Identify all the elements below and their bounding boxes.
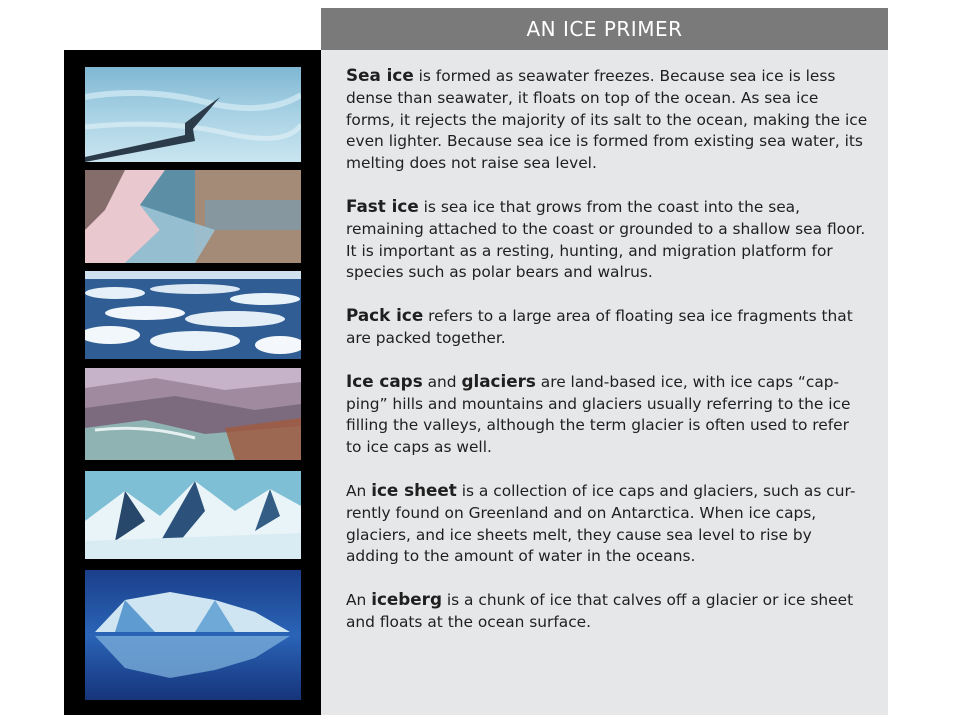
term-iceberg: iceberg <box>371 589 442 610</box>
ice-primer-text <box>346 65 868 655</box>
iceberg-paragraph: An iceberg is a chunk of ice that calves off a glacier or ice sheet and floats at the ocean surface. <box>346 589 854 631</box>
term-pack-ice: Pack ice <box>346 305 424 326</box>
page-header <box>321 8 888 50</box>
ice-caps-photo <box>85 368 301 460</box>
term-sea-ice: Sea ice <box>346 65 414 85</box>
content-panel <box>321 50 888 715</box>
iceberg-photo <box>85 570 301 700</box>
photo-sidebar <box>64 50 321 715</box>
fast-ice-paragraph: Fast ice is sea ice that grows from the coast into the sea, remaining attached to the coast or grounded to a shallow sea floor. It is important as a resting, hunting, and migration platform for species such as polar bears and walrus. <box>346 195 866 282</box>
term-fast-ice: Fast ice <box>346 195 419 216</box>
fast-ice-photo <box>85 170 301 263</box>
sea-ice-paragraph: Sea ice is formed as seawater freezes. Because sea ice is less dense than seawater, it floats on top of the ocean. As sea ice forms, it rejects the majority of its salt to the ocean, making the ice even lighter. Because sea ice is formed from existing sea water, its melting does not raise sea level. <box>346 65 868 173</box>
page-title: AN ICE PRIMER <box>526 17 683 41</box>
ice-caps-paragraph: Ice caps and glaciers are land-based ice, with ice caps “cap-ping” hills and mountains and glaciers usually referring to the ice filling the valleys, although the term glacier is often used to refer to ice caps as well. <box>346 370 851 457</box>
term-ice-sheet: ice sheet <box>371 479 457 500</box>
sea-ice-photo <box>85 67 301 162</box>
pack-ice-photo <box>85 271 301 359</box>
pack-ice-paragraph: Pack ice refers to a large area of floating sea ice fragments that are packed together. <box>346 305 853 347</box>
ice-sheet-photo <box>85 471 301 559</box>
term-ice-caps: Ice caps <box>346 370 423 391</box>
term-glaciers: glaciers <box>461 370 536 391</box>
ice-sheet-paragraph: An ice sheet is a collection of ice caps and glaciers, such as cur-rently found on Greenland and on Antarctica. When ice caps, glaciers, and ice sheets melt, they cause sea level to rise by adding to the amount of water in the oceans. <box>346 479 856 566</box>
